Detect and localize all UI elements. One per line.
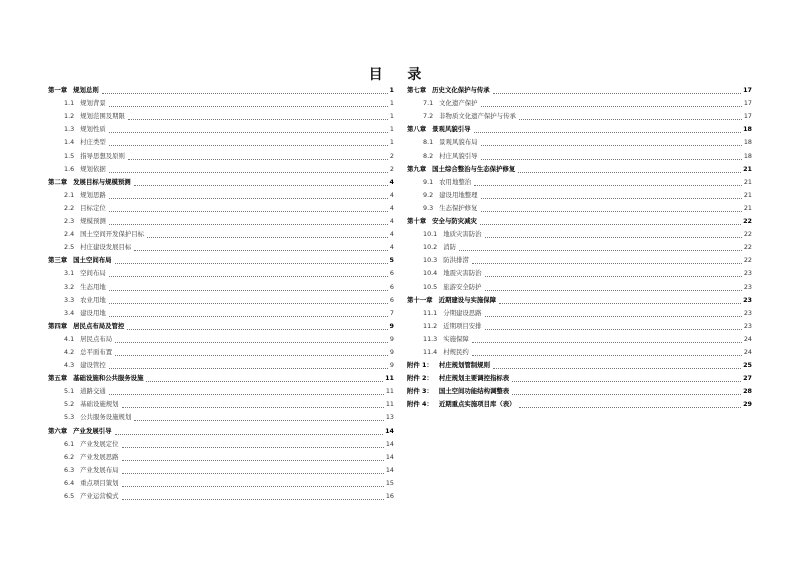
toc-entry-label: 规划背景 xyxy=(80,99,106,108)
toc-entry-label: 地震灾害防治 xyxy=(443,269,482,278)
dot-leader xyxy=(109,210,388,212)
toc-entry-page-number: 24 xyxy=(743,334,752,343)
toc-entry-label: 基础设施规划 xyxy=(80,400,119,409)
dot-leader xyxy=(519,118,742,120)
dot-leader xyxy=(109,223,388,225)
toc-entry-number: 11.4 xyxy=(423,347,438,356)
toc-entry-label: 历史文化保护与传承 xyxy=(432,86,490,95)
toc-entry-page-number: 23 xyxy=(743,295,752,304)
dot-leader xyxy=(127,328,387,330)
dot-leader xyxy=(109,131,388,133)
toc-entry-page-number: 7 xyxy=(389,308,394,317)
toc-entry-label: 村庄建设发展目标 xyxy=(80,243,132,252)
toc-entry-label: 建设用地整理 xyxy=(439,190,478,199)
toc-entry-page-number: 1 xyxy=(389,125,394,134)
toc-entry-number: 10.2 xyxy=(423,243,438,252)
dot-leader xyxy=(519,406,742,408)
dot-leader xyxy=(472,341,742,343)
dot-leader xyxy=(493,92,741,94)
toc-entry-number: 5.3 xyxy=(64,413,75,422)
toc-chapter-entry[interactable] xyxy=(407,162,752,175)
toc-entry-label: 建设管控 xyxy=(80,361,106,370)
dot-leader xyxy=(115,354,388,356)
dot-leader xyxy=(459,249,742,251)
toc-entry-label: 农用地整治 xyxy=(439,177,472,186)
dot-leader xyxy=(485,275,742,277)
toc-entry-page-number: 4 xyxy=(389,217,394,226)
toc-entry-number: 4.3 xyxy=(64,361,75,370)
toc-entry-number: 第五章 xyxy=(48,374,68,383)
toc-entry-label: 生态保护修复 xyxy=(439,203,478,212)
toc-entry-page-number: 1 xyxy=(389,138,394,147)
toc-entry-number: 1.4 xyxy=(64,138,75,147)
dot-leader xyxy=(134,419,384,421)
toc-entry-label: 发展目标与规模预测 xyxy=(73,177,131,186)
toc-entry-number: 第二章 xyxy=(48,177,68,186)
dot-leader xyxy=(499,302,741,304)
toc-entry-label: 居民点布局及管控 xyxy=(73,321,125,330)
toc-entry-label: 村庄风貌引导 xyxy=(439,151,478,160)
toc-entry-label: 文化遗产保护 xyxy=(439,99,478,108)
toc-entry-page-number: 22 xyxy=(743,256,752,265)
toc-entry-label: 空间布局 xyxy=(80,269,106,278)
toc-entry-number: 5.1 xyxy=(64,387,75,396)
toc-entry-page-number: 22 xyxy=(743,243,752,252)
toc-entry-number: 8.1 xyxy=(423,138,434,147)
toc-entry-label: 生态用地 xyxy=(80,282,106,291)
toc-entry-label: 指导思想及原则 xyxy=(80,151,125,160)
toc-entry-page-number: 4 xyxy=(389,230,394,239)
dot-leader xyxy=(109,171,388,173)
toc-entry-label: 国土空间功能结构调整表 xyxy=(438,387,510,396)
toc-section-entry[interactable] xyxy=(407,227,752,240)
toc-entry-page-number: 28 xyxy=(743,387,752,396)
toc-entry-label: 分期建设思路 xyxy=(443,308,482,317)
toc-entry-label: 基础设施和公共服务设施 xyxy=(73,374,144,383)
toc-entry-label: 实施保障 xyxy=(443,334,469,343)
toc-section-entry[interactable] xyxy=(48,96,394,109)
toc-entry-page-number: 21 xyxy=(743,177,752,186)
dot-leader xyxy=(481,144,742,146)
toc-entry-page-number: 1 xyxy=(389,86,394,95)
toc-section-entry[interactable] xyxy=(407,96,752,109)
dot-leader xyxy=(147,236,388,238)
toc-chapter-entry[interactable] xyxy=(48,371,394,384)
toc-section-entry[interactable] xyxy=(407,201,752,214)
toc-section-entry[interactable] xyxy=(48,148,394,161)
toc-entry-page-number: 17 xyxy=(743,99,752,108)
toc-entry-label: 居民点布局 xyxy=(80,334,113,343)
toc-entry-label: 产业发展思路 xyxy=(80,452,119,461)
toc-section-entry[interactable] xyxy=(48,109,394,122)
toc-section-entry[interactable] xyxy=(48,489,394,502)
toc-entry-label: 重点项目策划 xyxy=(80,478,119,487)
toc-entry-page-number: 9 xyxy=(389,361,394,370)
toc-entry-number: 10.3 xyxy=(423,256,438,265)
toc-entry-page-number: 14 xyxy=(385,452,394,461)
toc-chapter-entry[interactable] xyxy=(48,319,394,332)
dot-leader xyxy=(115,341,388,343)
toc-entry-number: 6.5 xyxy=(64,492,75,500)
dot-leader xyxy=(109,289,388,291)
toc-entry-page-number: 21 xyxy=(743,190,752,199)
toc-entry-number: 1.2 xyxy=(64,112,75,121)
toc-entry-label: 道路交通 xyxy=(80,387,106,396)
toc-entry-label: 总平面布置 xyxy=(80,347,113,356)
toc-entry-label: 景观风貌布局 xyxy=(439,138,478,147)
toc-entry-number: 9.3 xyxy=(423,203,434,212)
toc-entry-number: 10.4 xyxy=(423,269,438,278)
toc-entry-page-number: 23 xyxy=(743,282,752,291)
dot-leader xyxy=(485,328,742,330)
toc-entry-label: 产业发展布局 xyxy=(80,465,119,474)
dot-leader xyxy=(122,459,384,461)
toc-entry-page-number: 23 xyxy=(743,321,752,330)
toc-section-entry[interactable] xyxy=(48,397,394,410)
toc-entry-page-number: 18 xyxy=(743,138,752,147)
toc-section-entry[interactable] xyxy=(48,279,394,292)
toc-section-entry[interactable] xyxy=(407,240,752,253)
toc-entry-number: 1.5 xyxy=(64,151,75,160)
dot-leader xyxy=(109,144,388,146)
toc-chapter-entry[interactable] xyxy=(407,214,752,227)
toc-entry-label: 产业发展引导 xyxy=(73,426,112,435)
toc-entry-page-number: 18 xyxy=(743,125,752,134)
toc-section-entry[interactable] xyxy=(48,358,394,371)
toc-section-entry[interactable] xyxy=(407,148,752,161)
toc-entry-number: 3.3 xyxy=(64,295,75,304)
toc-entry-number: 1.3 xyxy=(64,125,75,134)
toc-entry-number: 1.1 xyxy=(64,99,75,108)
toc-entry-label: 规划思路 xyxy=(80,190,106,199)
toc-entry-number: 2.4 xyxy=(64,230,75,239)
dot-leader xyxy=(146,380,383,382)
toc-section-entry[interactable] xyxy=(48,214,394,227)
toc-section-entry[interactable] xyxy=(407,345,752,358)
toc-entry-number: 9.1 xyxy=(423,177,434,186)
toc-section-entry[interactable] xyxy=(48,437,394,450)
toc-section-entry[interactable] xyxy=(48,201,394,214)
dot-leader xyxy=(109,367,388,369)
toc-entry-page-number: 13 xyxy=(385,413,394,422)
toc-entry-label: 公共服务设施规划 xyxy=(80,413,132,422)
dot-leader xyxy=(115,433,384,435)
toc-section-entry[interactable] xyxy=(48,476,394,489)
toc-entry-page-number: 6 xyxy=(389,295,394,304)
toc-section-entry[interactable] xyxy=(407,319,752,332)
toc-entry-page-number: 1 xyxy=(389,112,394,121)
toc-section-entry[interactable] xyxy=(48,306,394,319)
toc-section-entry[interactable] xyxy=(407,175,752,188)
toc-entry-number: 2.3 xyxy=(64,217,75,226)
toc-section-entry[interactable] xyxy=(48,240,394,253)
toc-entry-label: 规划总则 xyxy=(73,86,99,95)
toc-section-entry[interactable] xyxy=(407,253,752,266)
toc-section-entry[interactable] xyxy=(48,345,394,358)
toc-entry-number: 4.2 xyxy=(64,347,75,356)
dot-leader xyxy=(115,262,388,264)
toc-section-entry[interactable] xyxy=(407,306,752,319)
toc-section-entry[interactable] xyxy=(48,332,394,345)
toc-entry-number: 9.2 xyxy=(423,190,434,199)
dot-leader xyxy=(518,171,741,173)
toc-entry-label: 村规民约 xyxy=(443,347,469,356)
toc-entry-label: 旅游安全防护 xyxy=(443,282,482,291)
dot-leader xyxy=(134,184,388,186)
dot-leader xyxy=(128,118,388,120)
toc-entry-number: 5.2 xyxy=(64,400,75,409)
dot-leader xyxy=(481,158,742,160)
dot-leader xyxy=(109,197,388,199)
toc-entry-number: 第一章 xyxy=(48,86,68,95)
toc-section-entry[interactable] xyxy=(48,266,394,279)
toc-entry-page-number: 4 xyxy=(389,203,394,212)
toc-entry-label: 国土综合整治与生态保护修复 xyxy=(432,164,516,173)
toc-entry-page-number: 2 xyxy=(389,164,394,173)
toc-entry-number: 第六章 xyxy=(48,426,68,435)
toc-entry-label: 地质灾害防治 xyxy=(443,230,482,239)
toc-entry-page-number: 16 xyxy=(385,492,394,500)
toc-entry-number: 10.1 xyxy=(423,230,438,239)
toc-entry-page-number: 6 xyxy=(389,282,394,291)
toc-chapter-entry[interactable] xyxy=(407,371,752,384)
dot-leader xyxy=(474,131,742,133)
toc-entry-number: 第四章 xyxy=(48,321,68,330)
toc-entry-number: 第九章 xyxy=(407,164,427,173)
toc-section-entry[interactable] xyxy=(48,188,394,201)
toc-entry-number: 附件 4： xyxy=(407,400,433,409)
toc-entry-number: 附件 2： xyxy=(407,374,433,383)
toc-entry-label: 防洪排涝 xyxy=(443,256,469,265)
dot-leader xyxy=(122,406,384,408)
toc-entry-page-number: 17 xyxy=(743,112,752,121)
toc-entry-number: 11.2 xyxy=(423,321,438,330)
toc-chapter-entry[interactable] xyxy=(407,122,752,135)
toc-entry-number: 6.2 xyxy=(64,452,75,461)
dot-leader xyxy=(493,367,741,369)
toc-entry-label: 近期重点实施项目库（表） xyxy=(438,400,516,409)
dot-leader xyxy=(109,105,388,107)
dot-leader xyxy=(474,184,742,186)
toc-entry-page-number: 22 xyxy=(743,230,752,239)
toc-entry-number: 第七章 xyxy=(407,86,427,95)
toc-entry-label: 消防 xyxy=(443,243,457,252)
toc-entry-page-number: 4 xyxy=(389,243,394,252)
toc-section-entry[interactable] xyxy=(48,410,394,423)
toc-entry-page-number: 4 xyxy=(389,177,394,186)
toc-chapter-entry[interactable] xyxy=(407,358,752,371)
toc-entry-page-number: 25 xyxy=(743,361,752,370)
toc-right-column xyxy=(407,83,752,410)
toc-chapter-entry[interactable] xyxy=(48,83,394,96)
toc-section-entry[interactable] xyxy=(48,135,394,148)
toc-entry-page-number: 29 xyxy=(743,400,752,409)
toc-section-entry[interactable] xyxy=(48,384,394,397)
toc-entry-label: 建设用地 xyxy=(80,308,106,317)
toc-chapter-entry[interactable] xyxy=(407,293,752,306)
dot-leader xyxy=(472,354,742,356)
toc-entry-label: 农业用地 xyxy=(80,295,106,304)
toc-entry-number: 7.1 xyxy=(423,99,434,108)
dot-leader xyxy=(102,92,388,94)
dot-leader xyxy=(122,472,384,474)
toc-entry-page-number: 1 xyxy=(389,99,394,108)
toc-chapter-entry[interactable] xyxy=(407,83,752,96)
toc-entry-label: 规模预测 xyxy=(80,217,106,226)
dot-leader xyxy=(109,393,384,395)
toc-entry-label: 规划范围及期限 xyxy=(80,112,125,121)
toc-entry-page-number: 14 xyxy=(385,426,394,435)
toc-entry-page-number: 21 xyxy=(743,203,752,212)
toc-entry-label: 国土空间开发保护目标 xyxy=(80,230,145,239)
toc-entry-page-number: 23 xyxy=(743,269,752,278)
toc-section-entry[interactable] xyxy=(407,188,752,201)
toc-entry-number: 第十章 xyxy=(407,217,427,226)
dot-leader xyxy=(512,380,741,382)
dot-leader xyxy=(481,210,742,212)
dot-leader xyxy=(122,498,384,500)
toc-entry-page-number: 23 xyxy=(743,308,752,317)
toc-entry-number: 第十一章 xyxy=(407,295,433,304)
toc-chapter-entry[interactable] xyxy=(48,253,394,266)
toc-entry-label: 景观风貌引导 xyxy=(432,125,471,134)
toc-entry-page-number: 11 xyxy=(385,374,394,383)
toc-entry-label: 目标定位 xyxy=(80,203,106,212)
toc-entry-page-number: 15 xyxy=(385,478,394,487)
toc-entry-label: 近期项目安排 xyxy=(443,321,482,330)
dot-leader xyxy=(472,262,742,264)
toc-entry-page-number: 4 xyxy=(389,190,394,199)
toc-entry-page-number: 2 xyxy=(389,151,394,160)
toc-entry-label: 国土空间布局 xyxy=(73,256,112,265)
toc-entry-label: 产业运营模式 xyxy=(80,492,119,500)
toc-entry-page-number: 18 xyxy=(743,151,752,160)
toc-entry-label: 规划性质 xyxy=(80,125,106,134)
toc-entry-number: 6.4 xyxy=(64,478,75,487)
toc-section-entry[interactable] xyxy=(407,332,752,345)
toc-entry-number: 4.1 xyxy=(64,334,75,343)
toc-entry-number: 3.2 xyxy=(64,282,75,291)
toc-entry-number: 2.1 xyxy=(64,190,75,199)
dot-leader xyxy=(134,249,388,251)
toc-entry-page-number: 21 xyxy=(743,164,752,173)
toc-section-entry[interactable] xyxy=(48,162,394,175)
dot-leader xyxy=(128,158,388,160)
toc-entry-number: 6.3 xyxy=(64,465,75,474)
toc-entry-label: 村庄规划管制规则 xyxy=(438,361,490,370)
toc-section-entry[interactable] xyxy=(48,122,394,135)
toc-entry-number: 第三章 xyxy=(48,256,68,265)
toc-entry-page-number: 14 xyxy=(385,439,394,448)
dot-leader xyxy=(109,315,388,317)
toc-entry-page-number: 6 xyxy=(389,269,394,278)
dot-leader xyxy=(485,236,742,238)
toc-entry-number: 1.6 xyxy=(64,164,75,173)
toc-section-entry[interactable] xyxy=(407,266,752,279)
toc-section-entry[interactable] xyxy=(48,463,394,476)
dot-leader xyxy=(512,393,741,395)
toc-entry-page-number: 11 xyxy=(385,387,394,396)
toc-entry-label: 规划依据 xyxy=(80,164,106,173)
toc-entry-number: 7.2 xyxy=(423,112,434,121)
toc-entry-page-number: 24 xyxy=(743,347,752,356)
toc-title: 目 录 xyxy=(368,67,432,83)
toc-entry-number: 2.2 xyxy=(64,203,75,212)
toc-entry-number: 第八章 xyxy=(407,125,427,134)
toc-left-column xyxy=(48,83,394,502)
dot-leader xyxy=(485,289,742,291)
toc-entry-number: 3.4 xyxy=(64,308,75,317)
toc-entry-label: 近期建设与实施保障 xyxy=(438,295,497,304)
toc-section-entry[interactable] xyxy=(48,227,394,240)
toc-entry-number: 11.3 xyxy=(423,334,438,343)
toc-entry-label: 非物质文化遗产保护与传承 xyxy=(439,112,516,121)
dot-leader xyxy=(485,315,742,317)
toc-entry-page-number: 17 xyxy=(743,86,752,95)
toc-section-entry[interactable] xyxy=(407,279,752,292)
toc-entry-number: 10.5 xyxy=(423,282,438,291)
toc-section-entry[interactable] xyxy=(407,135,752,148)
dot-leader xyxy=(109,302,388,304)
toc-entry-number: 2.5 xyxy=(64,243,75,252)
toc-chapter-entry[interactable] xyxy=(48,175,394,188)
toc-entry-number: 3.1 xyxy=(64,269,75,278)
toc-entry-page-number: 14 xyxy=(385,465,394,474)
dot-leader xyxy=(481,105,742,107)
toc-section-entry[interactable] xyxy=(407,109,752,122)
toc-entry-label: 产业发展定位 xyxy=(80,439,119,448)
toc-entry-page-number: 5 xyxy=(389,256,394,265)
dot-leader xyxy=(122,446,384,448)
dot-leader xyxy=(122,485,384,487)
toc-entry-label: 村庄类型 xyxy=(80,138,106,147)
toc-entry-page-number: 9 xyxy=(389,347,394,356)
toc-entry-page-number: 11 xyxy=(385,400,394,409)
toc-chapter-entry[interactable] xyxy=(48,423,394,436)
toc-entry-page-number: 9 xyxy=(389,334,394,343)
toc-chapter-entry[interactable] xyxy=(407,384,752,397)
toc-chapter-entry[interactable] xyxy=(407,397,752,410)
dot-leader xyxy=(481,197,742,199)
toc-entry-number: 附件 1： xyxy=(407,361,433,370)
toc-entry-label: 村庄规划主要调控指标表 xyxy=(438,374,510,383)
toc-entry-number: 6.1 xyxy=(64,439,75,448)
toc-entry-page-number: 27 xyxy=(743,374,752,383)
toc-section-entry[interactable] xyxy=(48,293,394,306)
dot-leader xyxy=(109,275,388,277)
toc-entry-number: 11.1 xyxy=(423,308,438,317)
toc-entry-label: 安全与防灾减灾 xyxy=(432,217,477,226)
toc-entry-number: 8.2 xyxy=(423,151,434,160)
toc-entry-page-number: 9 xyxy=(389,321,394,330)
dot-leader xyxy=(480,223,741,225)
toc-entry-page-number: 22 xyxy=(743,217,752,226)
toc-section-entry[interactable] xyxy=(48,450,394,463)
toc-entry-number: 附件 3： xyxy=(407,387,433,396)
